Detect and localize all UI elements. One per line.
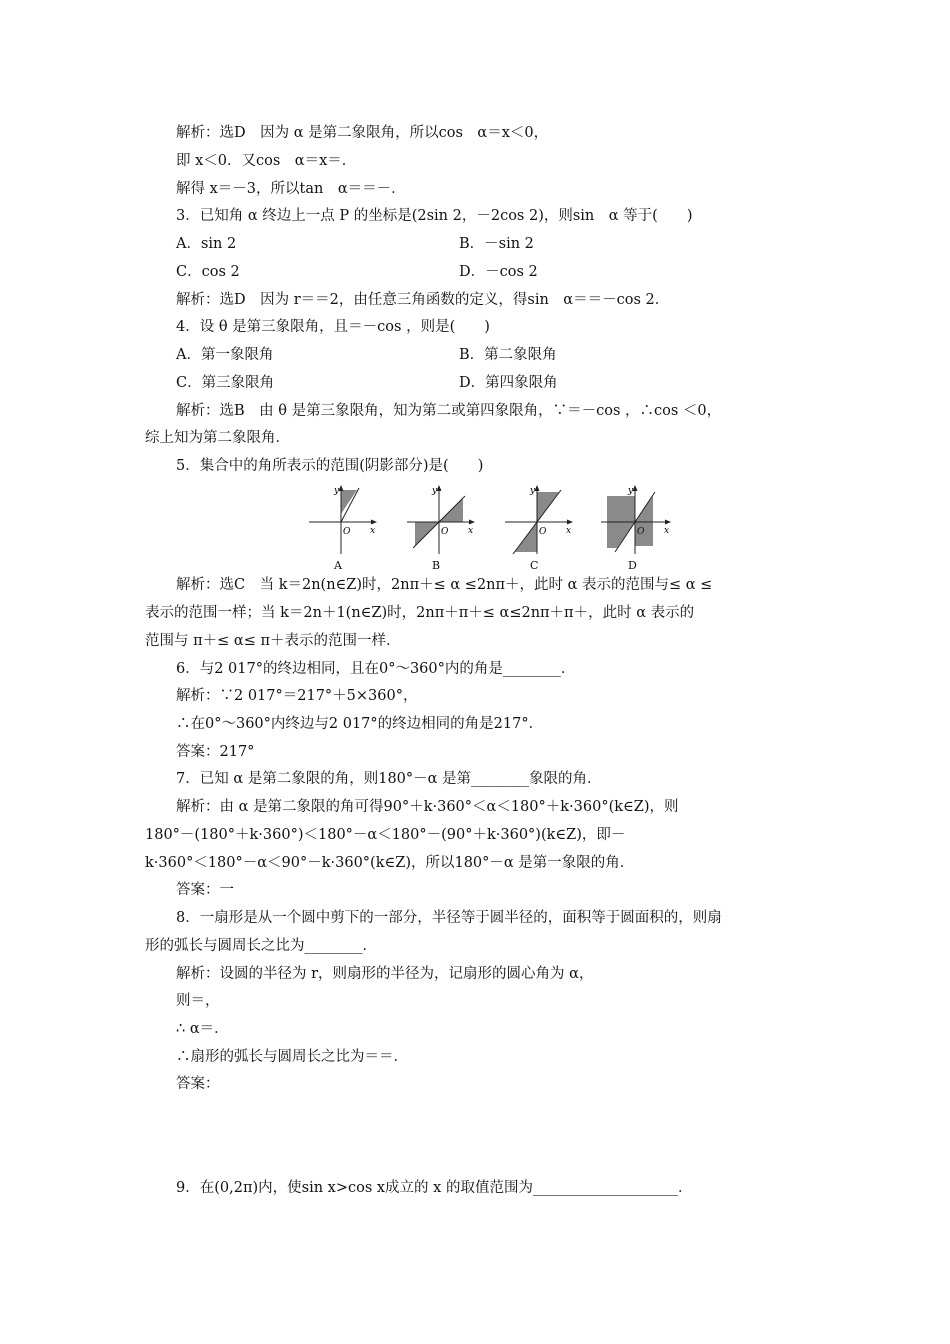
arrow-icon (339, 485, 344, 491)
solution-line: 解析：选D 因为 r＝＝2，由任意三角函数的定义，得sin α＝＝－cos 2． (176, 292, 670, 308)
x-label: x (468, 526, 474, 536)
option-c: C．第三象限角 (176, 375, 275, 391)
question-4: 4．设 θ 是第三象限角，且＝－cos ，则是( ) (176, 319, 490, 335)
figure-b-graph (401, 484, 477, 556)
solution-line: 则＝， (176, 993, 220, 1009)
x-label: x (370, 526, 376, 536)
question-8-cont: 形的弧长与圆周长之比为________． (145, 938, 377, 954)
figure-label: B (432, 559, 441, 572)
answer-line: 答案： (176, 1076, 220, 1092)
answer-line: 答案：217° (176, 744, 255, 760)
solution-line: ∴扇形的弧长与圆周长之比为＝＝． (176, 1049, 408, 1065)
arrow-icon (633, 485, 638, 491)
y-label: y (628, 486, 634, 496)
figure-a (303, 484, 379, 570)
solution-line: 综上知为第二象限角． (145, 430, 290, 446)
solution-line: 表示的范围一样；当 k＝2n＋1(n∈Z)时，2nπ＋π＋≤ α≤2nπ＋π＋，此时 α 表示的 (145, 605, 695, 621)
origin-label: O (343, 527, 351, 537)
figure-d (597, 484, 673, 570)
solution-line: 180°－(180°＋k·360°)＜180°－α＜180°－(90°＋k·360°)(k∈Z)，即－ (145, 827, 626, 843)
arrow-icon (371, 520, 377, 525)
option-a: A．sin 2 (176, 236, 237, 252)
option-d: D．－cos 2 (459, 264, 538, 280)
solution-line: 解析：设圆的半径为 r，则扇形的半径为，记扇形的圆心角为 α， (176, 966, 594, 982)
option-a: A．第一象限角 (176, 347, 274, 363)
shaded-region (341, 490, 357, 514)
option-c: C．cos 2 (176, 264, 240, 280)
arrow-icon (567, 520, 573, 525)
option-d: D．第四象限角 (459, 375, 558, 391)
x-label: x (566, 526, 572, 536)
arrow-icon (437, 485, 442, 491)
y-label: y (530, 486, 536, 496)
solution-line: 解析：∵2 017°＝217°＋5×360°， (176, 688, 418, 704)
figure-c (499, 484, 575, 570)
question-5: 5．集合中的角所表示的范围(阴影部分)是( ) (176, 458, 484, 474)
solution-line: 解析：由 α 是第二象限的角可得90°＋k·360°＜α＜180°＋k·360°(k∈Z)，则 (176, 799, 679, 815)
figure-label: C (530, 559, 539, 572)
question-6: 6．与2 017°的终边相同，且在0°～360°内的角是________． (176, 661, 576, 677)
figure-b (401, 484, 477, 570)
figure-c-graph (499, 484, 575, 556)
question-8: 8．一扇形是从一个圆中剪下的一部分，半径等于圆半径的，面积等于圆面积的，则扇 (176, 910, 722, 926)
solution-line: k·360°＜180°－α＜90°－k·360°(k∈Z)，所以180°－α 是第一象限的角． (145, 855, 635, 871)
question-3: 3．已知角 α 终边上一点 P 的坐标是(2sin 2，－2cos 2)，则sin α 等于( ) (176, 208, 693, 224)
origin-label: O (637, 527, 645, 537)
solution-line: ∴ α＝． (176, 1021, 229, 1037)
solution-line: 解析：选D 因为 α 是第二象限角，所以cos α＝x＜0， (176, 125, 549, 141)
option-b: B．第二象限角 (459, 347, 557, 363)
figure-d-graph (597, 484, 673, 556)
figure-label: D (628, 559, 637, 572)
arrow-icon (665, 520, 671, 525)
solution-line: ∴在0°～360°内终边与2 017°的终边相同的角是217°． (176, 716, 544, 732)
answer-line: 答案：一 (176, 882, 234, 898)
figure-a-graph (303, 484, 379, 556)
answer-figures (303, 484, 675, 570)
origin-label: O (441, 527, 449, 537)
origin-label: O (539, 527, 547, 537)
question-9: 9．在(0,2π)内，使sin x>cos x成立的 x 的取值范围为____________________． (176, 1180, 693, 1196)
x-label: x (664, 526, 670, 536)
y-label: y (334, 486, 340, 496)
solution-line: 解析：选B 由 θ 是第三象限角，知为第二或第四象限角，∵＝－cos ，∴cos ＜0， (176, 403, 722, 419)
arrow-icon (535, 485, 540, 491)
option-b: B．－sin 2 (459, 236, 534, 252)
solution-line: 即 x＜0．又cos α＝x＝． (176, 153, 357, 169)
solution-line: 解得 x＝－3，所以tan α＝＝－． (176, 181, 406, 197)
arrow-icon (469, 520, 475, 525)
figure-label: A (334, 559, 342, 572)
solution-line: 范围与 π＋≤ α≤ π＋表示的范围一样． (145, 633, 401, 649)
solution-line: 解析：选C 当 k＝2n(n∈Z)时，2nπ＋≤ α ≤2nπ＋，此时 α 表示的范围与≤ α ≤ (176, 577, 713, 593)
y-label: y (432, 486, 438, 496)
question-7: 7．已知 α 是第二象限的角，则180°－α 是第________象限的角． (176, 771, 602, 787)
